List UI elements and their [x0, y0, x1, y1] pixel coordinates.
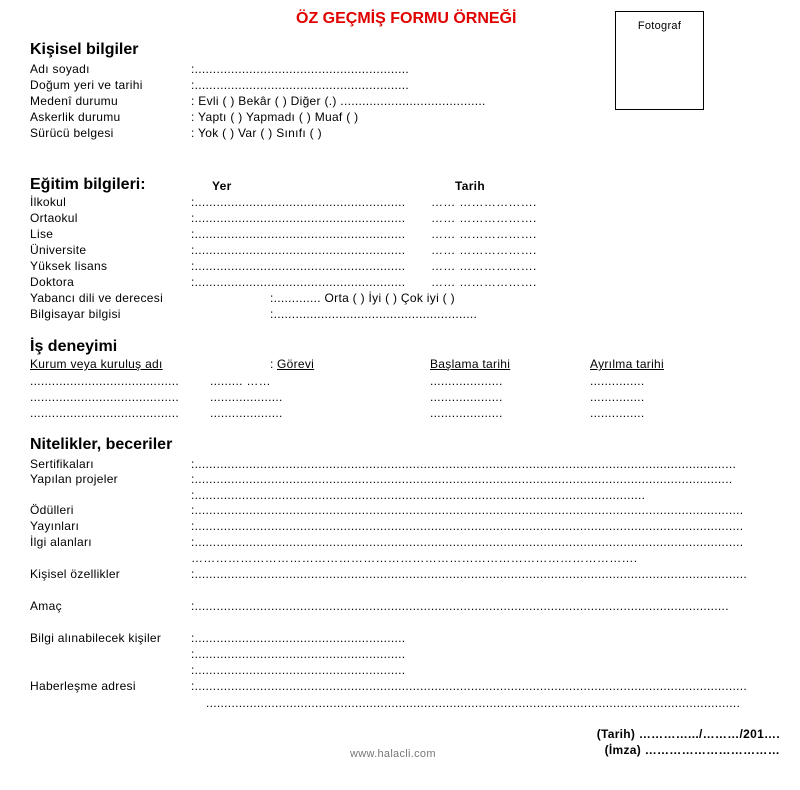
photo-box [615, 11, 704, 110]
field-computer: :........................................................ [270, 307, 478, 321]
field-personal-traits: :........................................................................................................................................................ [191, 567, 747, 581]
column-header-separator: : [270, 357, 274, 371]
field-work-org-2: ......................................... [30, 390, 179, 404]
field-middle-school: :.......................................................... [191, 211, 406, 225]
label-awards: Ödülleri [30, 503, 74, 517]
label-high-school: Lise [30, 227, 54, 241]
field-middle-school-date: …… ………………. [431, 211, 537, 225]
label-doctorate: Doktora [30, 275, 75, 289]
label-certificates: Sertifikaları [30, 457, 94, 471]
field-reference-1: :.......................................................... [191, 631, 406, 645]
field-doctorate-date: …… ………………. [431, 275, 537, 289]
section-heading-personal: Kişisel bilgiler [30, 41, 139, 58]
field-work-org-3: ......................................... [30, 406, 179, 420]
label-personal-traits: Kişisel özellikler [30, 567, 121, 581]
label-marital: Medenî durumu [30, 94, 118, 108]
field-interests-continued: ………………………………………………………………………………………………. [191, 551, 638, 565]
label-language: Yabancı dili ve derecesi [30, 291, 164, 305]
photo-label: Fotograf [637, 20, 682, 32]
field-work-role-2: .................... [210, 390, 283, 404]
field-work-role-1: ......... …… [210, 374, 271, 388]
column-header-place: Yer [212, 179, 232, 193]
field-address: :........................................................................................................................................................ [191, 679, 747, 693]
label-masters: Yüksek lisans [30, 259, 108, 273]
field-work-end-1: ............... [590, 374, 645, 388]
field-interests: :....................................................................................................................................................... [191, 535, 744, 549]
field-primary-school: :.......................................................... [191, 195, 406, 209]
field-goal: :................................................................................................................................................... [191, 599, 729, 613]
field-work-end-3: ............... [590, 406, 645, 420]
label-name: Adı soyadı [30, 62, 90, 76]
field-license: : Yok ( ) Var ( ) Sınıfı ( ) [191, 126, 322, 140]
column-header-organization: Kurum veya kuruluş adı [30, 357, 163, 371]
field-certificates: :..................................................................................................................................................... [191, 457, 737, 471]
field-name: :........................................................... [191, 62, 410, 76]
label-interests: İlgi alanları [30, 535, 92, 549]
label-publications: Yayınları [30, 519, 80, 533]
label-address: Haberleşme adresi [30, 679, 136, 693]
column-header-date: Tarih [455, 179, 485, 193]
field-work-start-1: .................... [430, 374, 503, 388]
field-university: :.......................................................... [191, 243, 406, 257]
field-primary-school-date: …… ………………. [431, 195, 537, 209]
label-computer: Bilgisayar bilgisi [30, 307, 121, 321]
label-goal: Amaç [30, 599, 62, 613]
footer-website: www.halacli.com [350, 748, 436, 760]
field-work-role-3: .................... [210, 406, 283, 420]
field-publications: :....................................................................................................................................................... [191, 519, 744, 533]
field-masters-date: …… ………………. [431, 259, 537, 273]
field-awards: :....................................................................................................................................................... [191, 503, 744, 517]
field-birth: :........................................................... [191, 78, 410, 92]
field-work-start-2: .................... [430, 390, 503, 404]
field-reference-3: :.......................................................... [191, 663, 406, 677]
section-heading-skills: Nitelikler, beceriler [30, 436, 173, 453]
field-military: : Yaptı ( ) Yapmadı ( ) Muaf ( ) [191, 110, 359, 124]
field-language: :............. Orta ( ) İyi ( ) Çok iyi ( ) [270, 291, 455, 305]
field-work-org-1: ......................................... [30, 374, 179, 388]
column-header-start-date: Başlama tarihi [430, 357, 511, 371]
field-work-end-2: ............... [590, 390, 645, 404]
label-projects: Yapılan projeler [30, 472, 118, 486]
field-high-school-date: …… ………………. [431, 227, 537, 241]
field-university-date: …… ………………. [431, 243, 537, 257]
column-header-role: Görevi [277, 357, 315, 371]
label-birth: Doğum yeri ve tarihi [30, 78, 143, 92]
field-projects: :.................................................................................................................................................... [191, 472, 733, 486]
field-marital: : Evli ( ) Bekâr ( ) Diğer (.) ........................................ [191, 94, 486, 108]
field-reference-2: :.......................................................... [191, 647, 406, 661]
label-middle-school: Ortaokul [30, 211, 78, 225]
label-military: Askerlik durumu [30, 110, 121, 124]
label-references: Bilgi alınabilecek kişiler [30, 631, 162, 645]
label-university: Üniversite [30, 243, 87, 257]
field-masters: :.......................................................... [191, 259, 406, 273]
signature-date-line: (Tarih) ………….../………/201…. [596, 727, 780, 741]
section-heading-work: İş deneyimi [30, 338, 118, 355]
field-address-continued: ................................................................................................................................................... [206, 696, 741, 710]
page-title: ÖZ GEÇMİŞ FORMU ÖRNEĞİ [296, 10, 517, 27]
column-header-end-date: Ayrılma tarihi [590, 357, 664, 371]
field-projects-continued: :............................................................................................................................ [191, 488, 646, 502]
field-work-start-3: .................... [430, 406, 503, 420]
signature-line: (İmza) …………………………… [604, 743, 780, 757]
label-primary-school: İlkokul [30, 195, 67, 209]
section-heading-education: Eğitim bilgileri: [30, 176, 146, 193]
label-license: Sürücü belgesi [30, 126, 114, 140]
field-doctorate: :.......................................................... [191, 275, 406, 289]
field-high-school: :.......................................................... [191, 227, 406, 241]
